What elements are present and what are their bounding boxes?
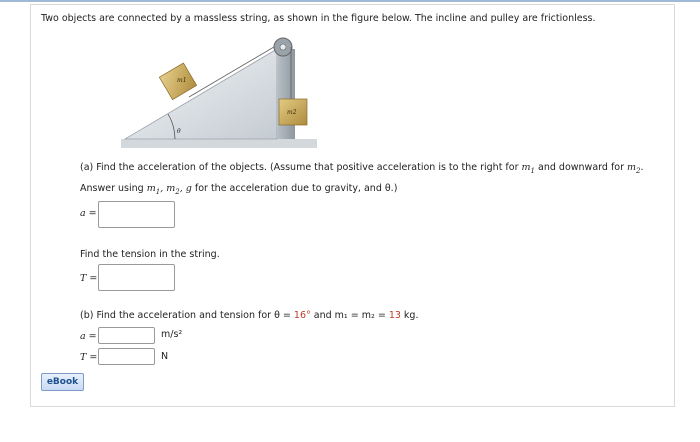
b-a-label: a = — [80, 331, 97, 342]
part-a-prompt-line2: Answer using $m_1$, $m_2$, g for the acceleration due to gravity, and θ.) — [80, 183, 398, 196]
question-card — [30, 4, 675, 407]
acceleration-value-input[interactable] — [98, 327, 155, 344]
ebook-button[interactable]: eBook — [41, 373, 84, 391]
ground — [121, 139, 317, 148]
a-label: a = — [80, 208, 97, 219]
incline — [125, 49, 277, 139]
incline-pulley-figure — [119, 35, 319, 153]
tension-expression-input[interactable] — [98, 264, 175, 291]
b-T-label: T = — [80, 352, 98, 363]
part-b-prompt: (b) Find the acceleration and tension for θ = 16° and m₁ = m₂ = 13 kg. — [80, 310, 419, 321]
acceleration-unit: m/s² — [161, 329, 183, 340]
block-m2-label: m2 — [287, 109, 297, 116]
pulley-axle — [280, 44, 286, 50]
T-label: T = — [80, 273, 98, 284]
tension-prompt: Find the tension in the string. — [80, 249, 220, 260]
problem-intro: Two objects are connected by a massless string, as shown in the figure below. The incline and pulley are frictionless. — [41, 13, 596, 24]
angle-label: θ — [177, 128, 181, 135]
incline-vertical-face — [277, 49, 295, 139]
tension-value-input[interactable] — [98, 348, 155, 365]
block-m1-label: m1 — [177, 77, 187, 84]
tension-unit: N — [161, 351, 169, 362]
top-border — [0, 0, 700, 2]
acceleration-expression-input[interactable] — [98, 201, 175, 228]
part-a-prompt-line1: (a) Find the acceleration of the objects. (Assume that positive acceleration is to the right for $m_1$ and downward for $m_2$. — [80, 162, 644, 175]
